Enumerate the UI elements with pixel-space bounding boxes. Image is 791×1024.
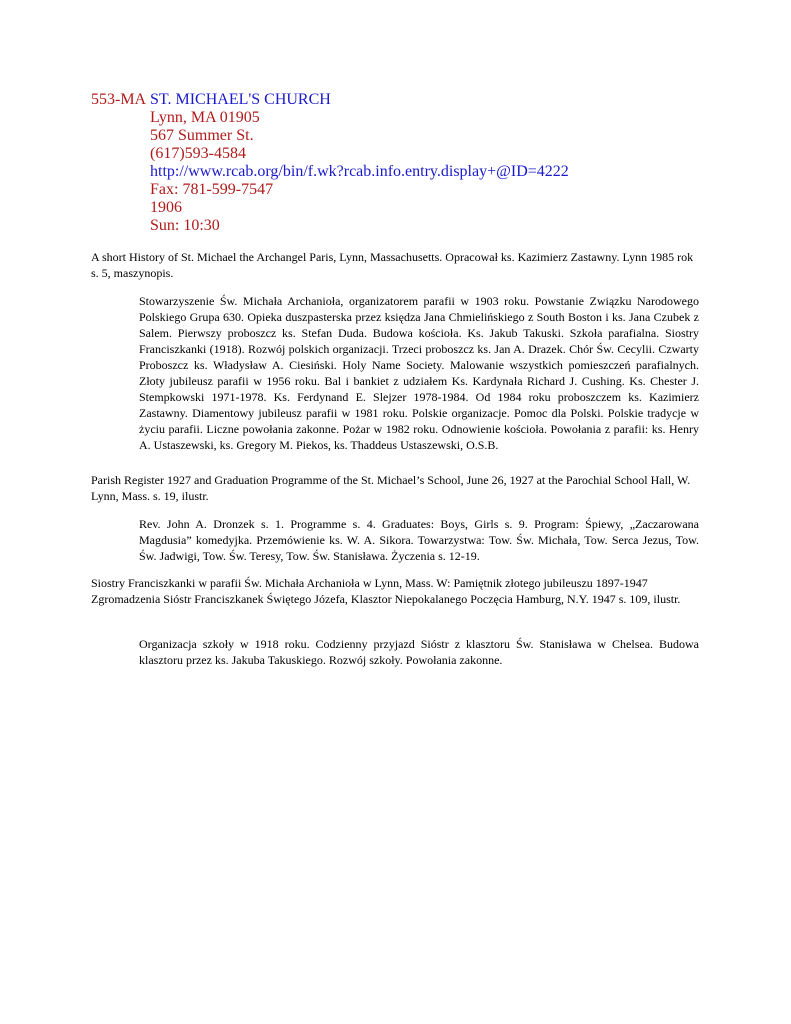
church-mass-time: Sun: 10:30 — [150, 217, 220, 234]
entry-note: Stowarzyszenie Św. Michała Archanioła, organizatorem parafii w 1903 roku. Powstanie Związku Narodowego Polskiego Grupa 630. Opieka duszpasterska przez księdza Jana Chmielińskiego z South Boston i ks. Jana Czubek z Salem. Pierwszy proboszcz ks. Stefan Duda. Budowa kościoła. Ks. Jakub Takuski. Szkoła parafialna. Siostry Franciszkanki (1918). Rozwój polskich organizacji. Trzeci proboszcz ks. Jan A. Drazek. Chór Św. Cecylii. Czwarty Proboszcz ks. Władysław A. Ciesiński. Holy Name Society. Malowanie wszystkich pomieszczeń parafialnych. Złoty jubileusz parafii w 1956 roku. Bal i bankiet z udziałem Ks. Kardynała Richard J. Cushing. Ks. Chester J. Stempkowski 1971-1978. Ks. Ferdynand E. Slejzer 1978-1984. Od 1984 roku proboszczem ks. Kazimierz Zastawny. Diamentowy jubileusz parafii w 1981 roku. Polskie organizacje. Pomoc dla Polski. Polskie tradycje w życiu parafii. Liczne powołania zakonne. Pożar w 1982 roku. Odnowienie kościoła. Powołania z parafii: ks. Henry A. Ustaszewski, ks. Gregory M. Piekos, ks. Thaddeus Ustaszewski, O.S.B. — [139, 294, 699, 452]
church-name: ST. MICHAEL'S CHURCH — [150, 91, 331, 108]
entry-citation: A short History of St. Michael the Archangel Paris, Lynn, Massachusetts. Opracował ks. Kazimierz Zastawny. Lynn 1985 rok s. 5, maszynopis. — [91, 250, 694, 280]
church-founded-year: 1906 — [150, 199, 182, 216]
church-city: Lynn, MA 01905 — [150, 109, 260, 126]
church-code: 553-MA — [91, 91, 147, 108]
church-details — [150, 109, 569, 235]
entry-note: Organizacja szkoły w 1918 roku. Codzienny przyjazd Sióstr z klasztoru Św. Stanisława w Chelsea. Budowa klasztoru przez ks. Jakuba Takuskiego. Rozwój szkoły. Powołania zakonne. — [139, 637, 699, 667]
entry-note: Rev. John A. Dronzek s. 1. Programme s. 4. Graduates: Boys, Girls s. 9. Program: Śpiewy, „Zaczarowana Magdusia” komedyjka. Przemówienie ks. W. A. Sikora. Towarzystwa: Tow. Św. Michała, Tow. Serca Jezus, Tow. Św. Jadwigi, Tow. Św. Teresy, Tow. Św. Stanisława. Życzenia s. 12-19. — [139, 517, 699, 563]
entry-citation: Parish Register 1927 and Graduation Programme of the St. Michael’s School, June 26, 1927 at the Parochial School Hall, W. Lynn, Mass. s. 19, ilustr. — [91, 473, 691, 503]
church-street: 567 Summer St. — [150, 127, 254, 144]
header-title-row — [91, 91, 569, 109]
church-header — [91, 91, 569, 235]
church-url-link[interactable]: http://www.rcab.org/bin/f.wk?rcab.info.entry.display+@ID=4222 — [150, 163, 569, 180]
church-phone: (617)593-4584 — [150, 145, 246, 162]
entry-citation: Siostry Franciszkanki w parafii Św. Michała Archanioła w Lynn, Mass. W: Pamiętnik złotego jubileuszu 1897-1947 Zgromadzenia Sióstr Franciszkanek Świętego Józefa, Klasztor Niepokalanego Poczęcia Hamburg, N.Y. 1947 s. 109, ilustr. — [91, 576, 681, 606]
church-fax: Fax: 781-599-7547 — [150, 181, 274, 198]
